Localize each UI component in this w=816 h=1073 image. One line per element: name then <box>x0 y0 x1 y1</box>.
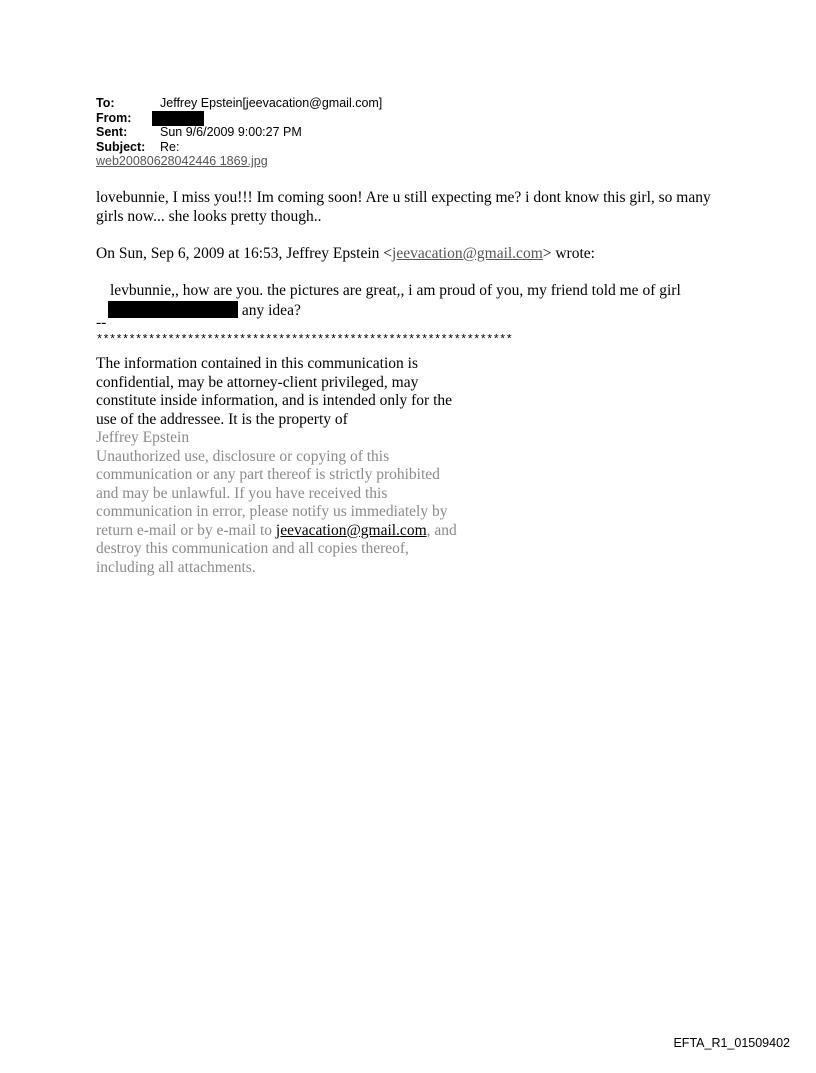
signature-divider: **************************************************************** <box>96 333 513 347</box>
notice-gray-text-end: , and destroy this communication and all copies thereof, including all attachments. <box>96 521 457 576</box>
attachment-row <box>96 154 382 169</box>
sent-row <box>96 125 382 140</box>
reply-email-link[interactable]: jeevacation@gmail.com <box>392 245 543 262</box>
notice-black-text: The information contained in this communication is confidential, may be attorney-client privileged, may constitute inside information, and is intended only for the use of the addressee. It is the property of <box>96 355 453 428</box>
from-label: From: <box>96 110 132 125</box>
quote-line-2-row <box>108 301 720 321</box>
reply-suffix: > wrote: <box>542 245 595 262</box>
signature-dash: -- <box>96 314 107 331</box>
document-id: EFTA_R1_01509402 <box>673 1036 790 1050</box>
to-row <box>96 96 382 111</box>
message-paragraph: lovebunnie, I miss you!!! Im coming soon! Are u still expecting me? i dont know this girl, so many girls now... she looks pretty though.. <box>96 189 711 225</box>
sent-value: Sun 9/6/2009 9:00:27 PM <box>160 125 302 139</box>
quote-line-1: levbunnie,, how are you. the pictures are great,, i am proud of you, my friend told me of girl <box>110 282 681 299</box>
notice-gray-text: Unauthorized use, disclosure or copying of this communication or any part thereof is strictly prohibited and may be unlawful. If you have received this communication in error, please notify us immediately by return e-mail or by e-mail to <box>96 447 448 539</box>
sent-label: Sent: <box>96 125 128 139</box>
from-row <box>96 111 382 126</box>
subject-label: Subject: <box>96 139 146 154</box>
quoted-message <box>110 282 720 320</box>
to-value: Jeffrey Epstein[jeevacation@gmail.com] <box>160 96 383 110</box>
subject-value: Re: <box>160 139 180 154</box>
quote-line-2: any idea? <box>241 301 301 319</box>
redaction-box <box>152 111 204 126</box>
to-label: To: <box>96 96 115 110</box>
notice-email-link[interactable]: jeevacation@gmail.com <box>275 521 427 539</box>
subject-row <box>96 140 382 155</box>
reply-prefix: On Sun, Sep 6, 2009 at 16:53, Jeffrey Epstein < <box>96 245 393 262</box>
confidentiality-notice <box>96 355 466 577</box>
email-header <box>96 96 382 169</box>
notice-owner: Jeffrey Epstein <box>96 429 190 446</box>
reply-attribution <box>96 245 595 264</box>
redaction-box <box>108 301 238 318</box>
attachment-link[interactable]: web20080628042446 1869.jpg <box>96 154 268 168</box>
